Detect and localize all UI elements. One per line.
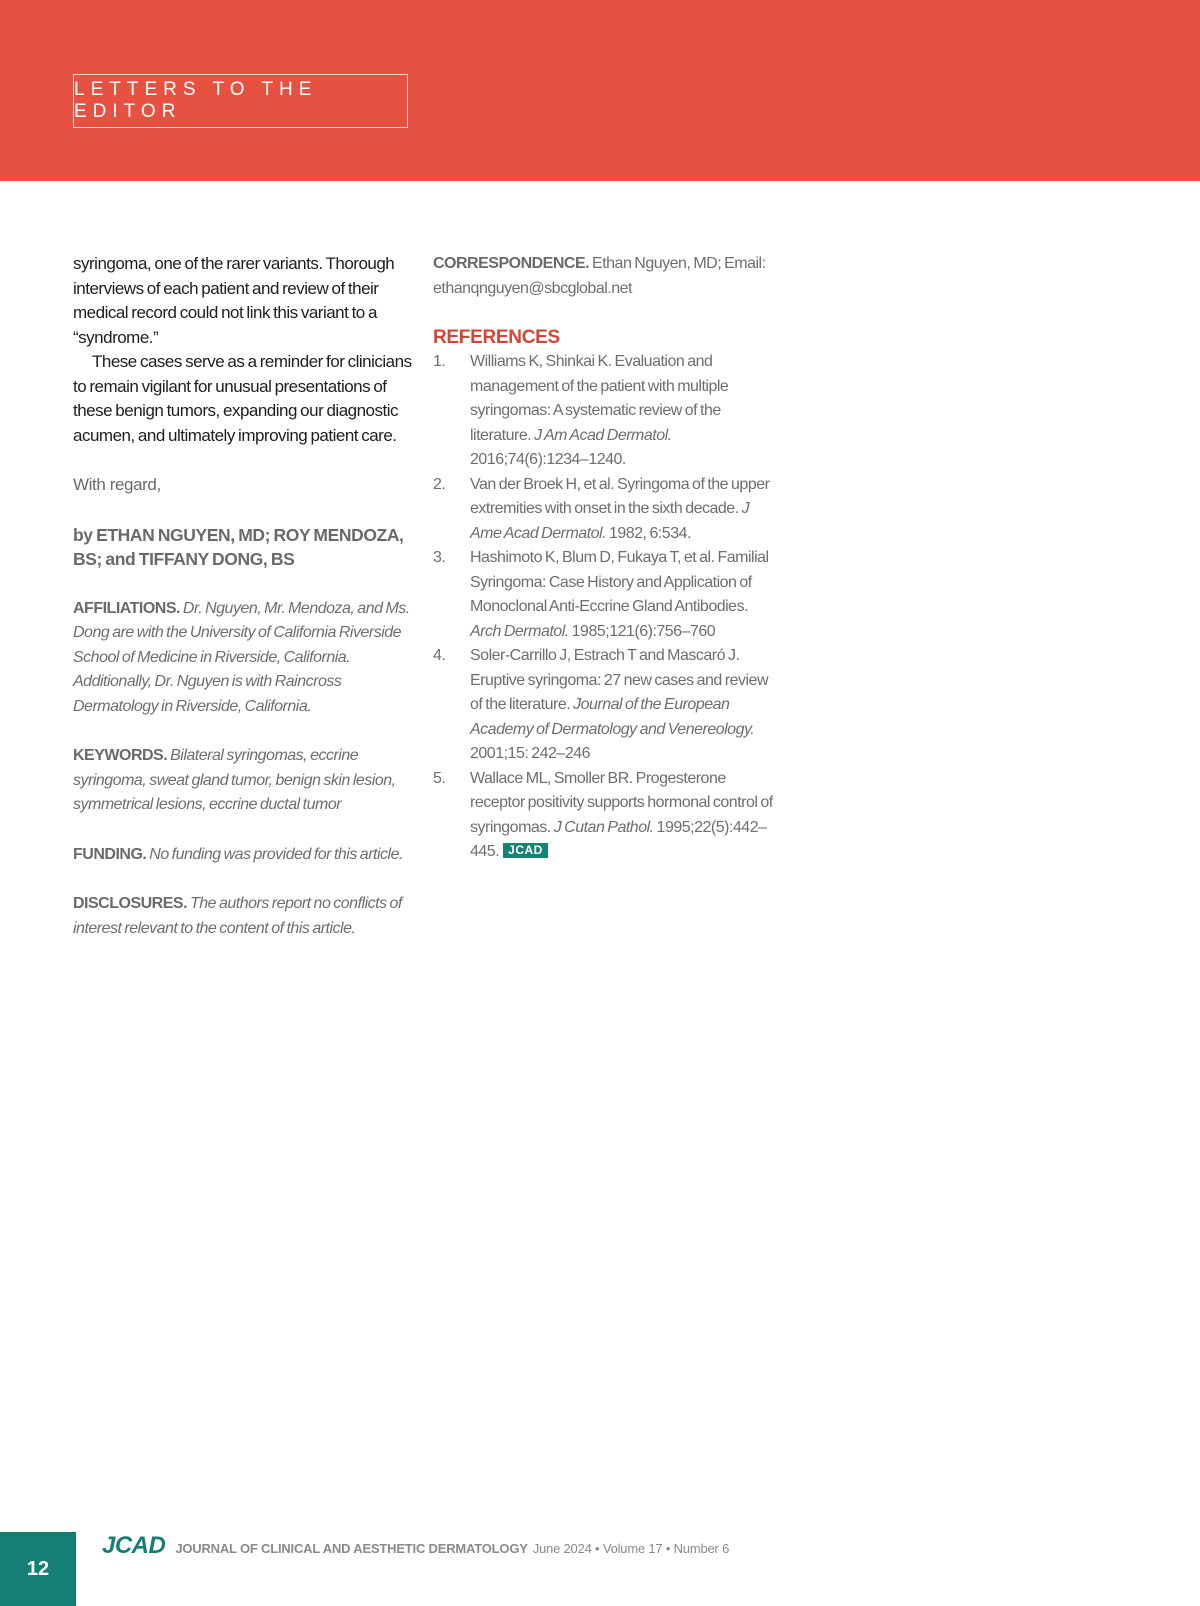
reference-details: 1995;22(5):442–445. (470, 818, 767, 860)
reference-text (470, 644, 773, 767)
reference-text (470, 546, 773, 644)
funding (73, 843, 413, 868)
reference-number: 3. (433, 549, 446, 566)
letter-paragraph-1: syringoma, one of the rarer variants. Thorough interviews of each patient and review of their medical record could not link this variant to a “syndrome.” (73, 254, 395, 347)
reference-item (433, 473, 773, 547)
reference-details: 2001;15: 242–246 (470, 745, 591, 762)
right-column (433, 252, 773, 865)
reference-item (433, 546, 773, 644)
page-number-box (0, 1532, 76, 1606)
correspondence-text: Ethan Nguyen, MD; Email: ethanqnguyen@sbcglobal.net (433, 255, 766, 297)
author-byline: by ETHAN NGUYEN, MD; ROY MENDOZA, BS; and TIFFANY DONG, BS (73, 524, 404, 569)
keywords-text: Bilateral syringomas, eccrine syringoma, sweat gland tumor, benign skin lesion, symmetrical lesions, eccrine ductal tumor (73, 747, 396, 813)
header-band (0, 0, 1200, 181)
issue-info: June 2024 • Volume 17 • Number 6 (532, 1541, 730, 1556)
funding-text: No funding was provided for this article. (149, 845, 403, 863)
references-heading: REFERENCES (433, 327, 560, 348)
disclosures-text: The authors report no conflicts of interest relevant to the content of this article. (73, 895, 402, 937)
running-footer (102, 1532, 729, 1560)
reference-text (470, 473, 773, 547)
page-number: 12 (26, 1557, 50, 1580)
reference-journal: J Cutan Pathol. (553, 818, 654, 836)
reference-journal: Arch Dermatol. (470, 622, 569, 640)
reference-citation: Soler-Carrillo J, Estrach T and Mascaró J. Eruptive syringoma: 27 new cases and review of the literature. (470, 647, 768, 713)
correspondence-heading: CORRESPONDENCE. (433, 255, 590, 272)
affiliations-heading: AFFILIATIONS. (73, 599, 180, 617)
reference-details: 2016;74(6):1234–1240. (470, 451, 626, 468)
journal-name: JOURNAL OF CLINICAL AND AESTHETIC DERMATOLOGY (175, 1541, 528, 1556)
keywords-heading: KEYWORDS. (73, 747, 168, 764)
reference-citation: Van der Broek H, et al. Syringoma of the upper extremities with onset in the sixth decade. (470, 475, 770, 517)
reference-journal: J Am Acad Dermatol. (534, 426, 672, 444)
disclosures (73, 892, 413, 941)
reference-details: 1985;121(6):756–760 (568, 622, 716, 640)
reference-journal: J Ame Acad Dermatol. (470, 500, 750, 542)
affiliations (73, 597, 413, 720)
affiliations-text: Dr. Nguyen, Mr. Mendoza, and Ms. Dong are with the University of California Riverside School of Medicine in Riverside, California. Additionally, Dr. Nguyen is with Raincross Dermatology in Riverside, California. (73, 599, 410, 715)
end-of-article-badge: JCAD (503, 843, 548, 858)
disclosures-heading: DISCLOSURES. (73, 895, 188, 912)
reference-number: 5. (433, 769, 446, 787)
reference-text (470, 350, 773, 473)
letter-body (73, 252, 413, 448)
reference-item (433, 350, 773, 473)
reference-item (433, 644, 773, 767)
letter-paragraph-2: These cases serve as a reminder for clinicians to remain vigilant for unusual presentations of these benign tumors, expanding our diagnostic acumen, and ultimately improving patient care. (73, 352, 412, 445)
section-label-box (73, 74, 408, 128)
reference-details: 1982, 6:534. (606, 524, 691, 542)
correspondence (433, 252, 773, 301)
reference-citation: Hashimoto K, Blum D, Fukaya T, et al. Familial Syringoma: Case History and Application of Monoclonal Anti-Eccrine Gland Antibodies. (470, 549, 769, 615)
reference-journal: Journal of the European Academy of Dermatology and Venereology. (470, 696, 755, 738)
funding-heading: FUNDING. (73, 845, 147, 863)
closing-regards: With regard, (73, 475, 161, 494)
reference-number: 2. (433, 475, 446, 493)
reference-citation: Wallace ML, Smoller BR. Progesterone receptor positivity supports hormonal control of syringomas. (470, 769, 773, 836)
reference-list (433, 350, 773, 865)
reference-number: 1. (433, 353, 446, 370)
journal-logo: JCAD (102, 1532, 166, 1559)
reference-citation: Williams K, Shinkai K. Evaluation and management of the patient with multiple syringomas: A systematic review of the literature. (470, 353, 729, 444)
reference-number: 4. (433, 647, 446, 664)
keywords (73, 744, 413, 818)
left-column (73, 252, 413, 941)
section-label: LETTERS TO THE EDITOR (74, 79, 318, 122)
reference-text (470, 767, 773, 865)
reference-item (433, 767, 773, 865)
